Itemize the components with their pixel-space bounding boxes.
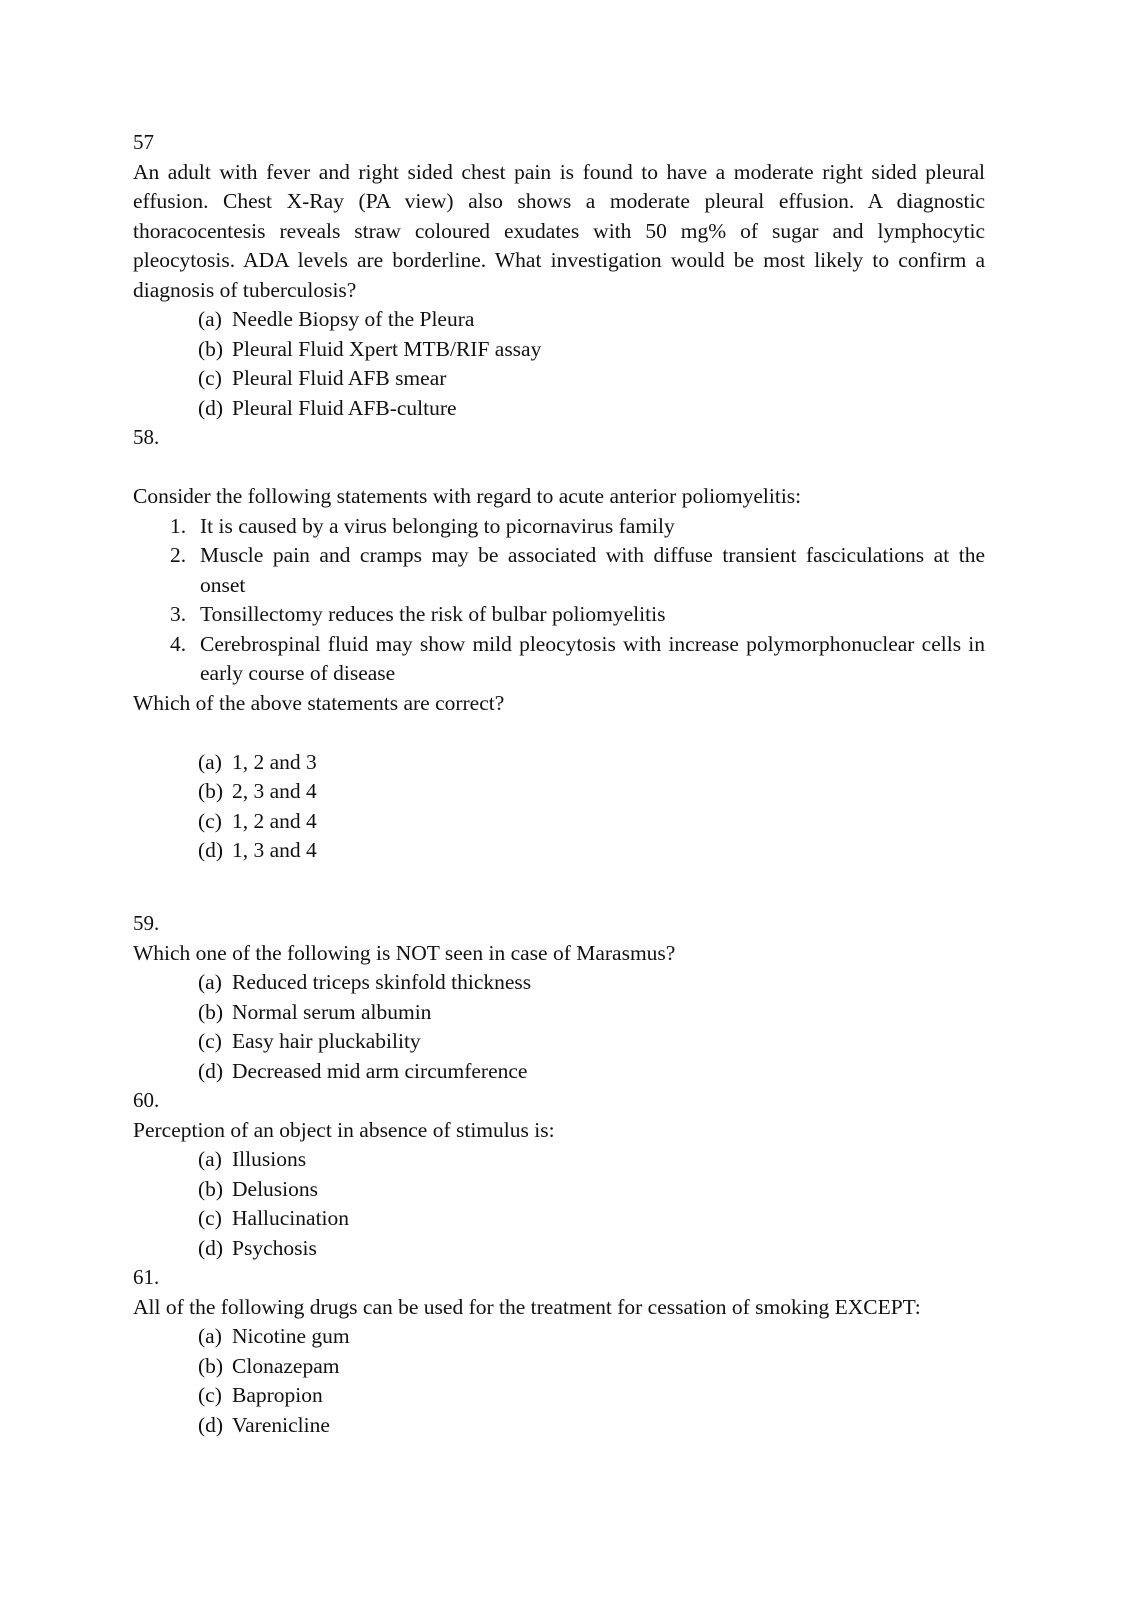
option-label: (d) — [198, 395, 224, 420]
options-list-58 — [133, 748, 985, 866]
option-text: Pleural Fluid Xpert MTB/RIF assay — [232, 336, 542, 361]
question-number-61: 61. — [133, 1265, 160, 1289]
option-text: Reduced triceps skinfold thickness — [232, 970, 532, 994]
statement-item — [133, 512, 985, 542]
option-item[interactable] — [133, 394, 985, 424]
option-item[interactable] — [133, 748, 985, 778]
statement-number: 4. — [170, 631, 187, 656]
question-number-60: 60. — [133, 1088, 160, 1112]
page-content — [133, 128, 985, 1440]
option-item[interactable] — [133, 364, 985, 394]
option-item[interactable] — [133, 335, 985, 365]
question-stem-59: Which one of the following is NOT seen in case of Marasmus? — [133, 940, 676, 965]
spacer — [133, 895, 985, 909]
option-item[interactable] — [133, 1027, 985, 1057]
question-block-58 — [133, 423, 985, 866]
option-label: (b) — [198, 1353, 224, 1378]
option-text: Pleural Fluid AFB smear — [232, 366, 447, 390]
question-stem-61: All of the following drugs can be used for the treatment for cessation of smoking EXCEPT: — [133, 1294, 921, 1319]
question-stem-57: An adult with fever and right sided chest pain is found to have a moderate right sided pleural effusion. Chest X-Ray (PA view) also shows a moderate pleural effusion. A diagnostic thoracocentesis reveals straw coloured exudates with 50 mg% of sugar and lymphocytic pleocytosis. ADA levels are borderline. What investigation would be most likely to confirm a diagnosis of tuberculosis? — [133, 159, 985, 302]
option-item[interactable] — [133, 1145, 985, 1175]
option-label: (b) — [198, 779, 224, 803]
option-text: Normal serum albumin — [232, 999, 432, 1024]
statement-text: Tonsillectomy reduces the risk of bulbar poliomyelitis — [200, 602, 666, 626]
statement-text: Cerebrospinal fluid may show mild pleocytosis with increase polymorphonuclear cells in early course of disease — [200, 631, 985, 685]
option-label: (a) — [198, 749, 222, 774]
option-text: Varenicline — [232, 1412, 330, 1437]
option-text: Easy hair pluckability — [232, 1029, 421, 1053]
options-list-61 — [133, 1322, 985, 1440]
option-item[interactable] — [133, 305, 985, 335]
spacer — [133, 866, 985, 896]
option-text: Illusions — [232, 1147, 307, 1171]
spacer — [133, 718, 985, 748]
option-text: 1, 2 and 3 — [232, 749, 317, 774]
statement-item — [133, 630, 985, 689]
option-item[interactable] — [133, 1322, 985, 1352]
option-item[interactable] — [133, 1057, 985, 1087]
option-label: (c) — [198, 1383, 222, 1407]
option-text: Delusions — [232, 1176, 318, 1201]
option-item[interactable] — [133, 998, 985, 1028]
option-text: Needle Biopsy of the Pleura — [232, 307, 475, 331]
option-label: (c) — [198, 808, 222, 833]
option-label: (a) — [198, 970, 222, 994]
statement-text: It is caused by a virus belonging to picornavirus family — [200, 513, 675, 538]
spacer — [133, 453, 985, 483]
option-label: (a) — [198, 307, 222, 331]
option-label: (c) — [198, 1206, 222, 1230]
options-list-60 — [133, 1145, 985, 1263]
option-label: (b) — [198, 999, 224, 1024]
option-item[interactable] — [133, 968, 985, 998]
question-block-60 — [133, 1086, 985, 1263]
option-text: Psychosis — [232, 1235, 317, 1260]
option-text: 2, 3 and 4 — [232, 779, 317, 803]
statements-list-58 — [133, 512, 985, 689]
option-text: Decreased mid arm circumference — [232, 1058, 528, 1083]
option-item[interactable] — [133, 1175, 985, 1205]
statement-text: Muscle pain and cramps may be associated with diffuse transient fasciculations at the onset — [200, 543, 985, 597]
option-item[interactable] — [133, 1411, 985, 1441]
question-closing-58: Which of the above statements are correct? — [133, 690, 505, 715]
option-label: (c) — [198, 1029, 222, 1053]
option-item[interactable] — [133, 777, 985, 807]
option-item[interactable] — [133, 807, 985, 837]
question-number-59: 59. — [133, 911, 160, 935]
question-block-59 — [133, 909, 985, 1086]
statement-number: 1. — [170, 513, 187, 538]
option-item[interactable] — [133, 1381, 985, 1411]
option-text: 1, 3 and 4 — [232, 838, 317, 862]
option-item[interactable] — [133, 1204, 985, 1234]
statement-number: 3. — [170, 602, 187, 626]
question-block-57 — [133, 128, 985, 423]
option-text: Hallucination — [232, 1206, 350, 1230]
options-list-59 — [133, 968, 985, 1086]
option-label: (a) — [198, 1324, 222, 1348]
option-label: (b) — [198, 336, 224, 361]
option-label: (d) — [198, 1235, 224, 1260]
option-item[interactable] — [133, 1352, 985, 1382]
statement-number: 2. — [170, 543, 187, 567]
question-intro-58: Consider the following statements with regard to acute anterior poliomyelitis: — [133, 484, 802, 508]
statement-item — [133, 600, 985, 630]
option-text: Nicotine gum — [232, 1324, 350, 1348]
option-item[interactable] — [133, 1234, 985, 1264]
options-list-57 — [133, 305, 985, 423]
option-label: (d) — [198, 1058, 224, 1083]
question-stem-60: Perception of an object in absence of stimulus is: — [133, 1117, 555, 1142]
option-label: (a) — [198, 1147, 222, 1171]
option-label: (d) — [198, 1412, 224, 1437]
option-label: (c) — [198, 366, 222, 390]
option-text: Clonazepam — [232, 1353, 340, 1378]
question-number-57: 57 — [133, 130, 154, 154]
option-text: 1, 2 and 4 — [232, 808, 317, 833]
option-label: (d) — [198, 838, 224, 862]
option-item[interactable] — [133, 836, 985, 866]
statement-item — [133, 541, 985, 600]
option-text: Bapropion — [232, 1383, 323, 1407]
question-block-61 — [133, 1263, 985, 1440]
option-label: (b) — [198, 1176, 224, 1201]
question-number-58: 58. — [133, 425, 160, 449]
option-text: Pleural Fluid AFB-culture — [232, 395, 457, 420]
